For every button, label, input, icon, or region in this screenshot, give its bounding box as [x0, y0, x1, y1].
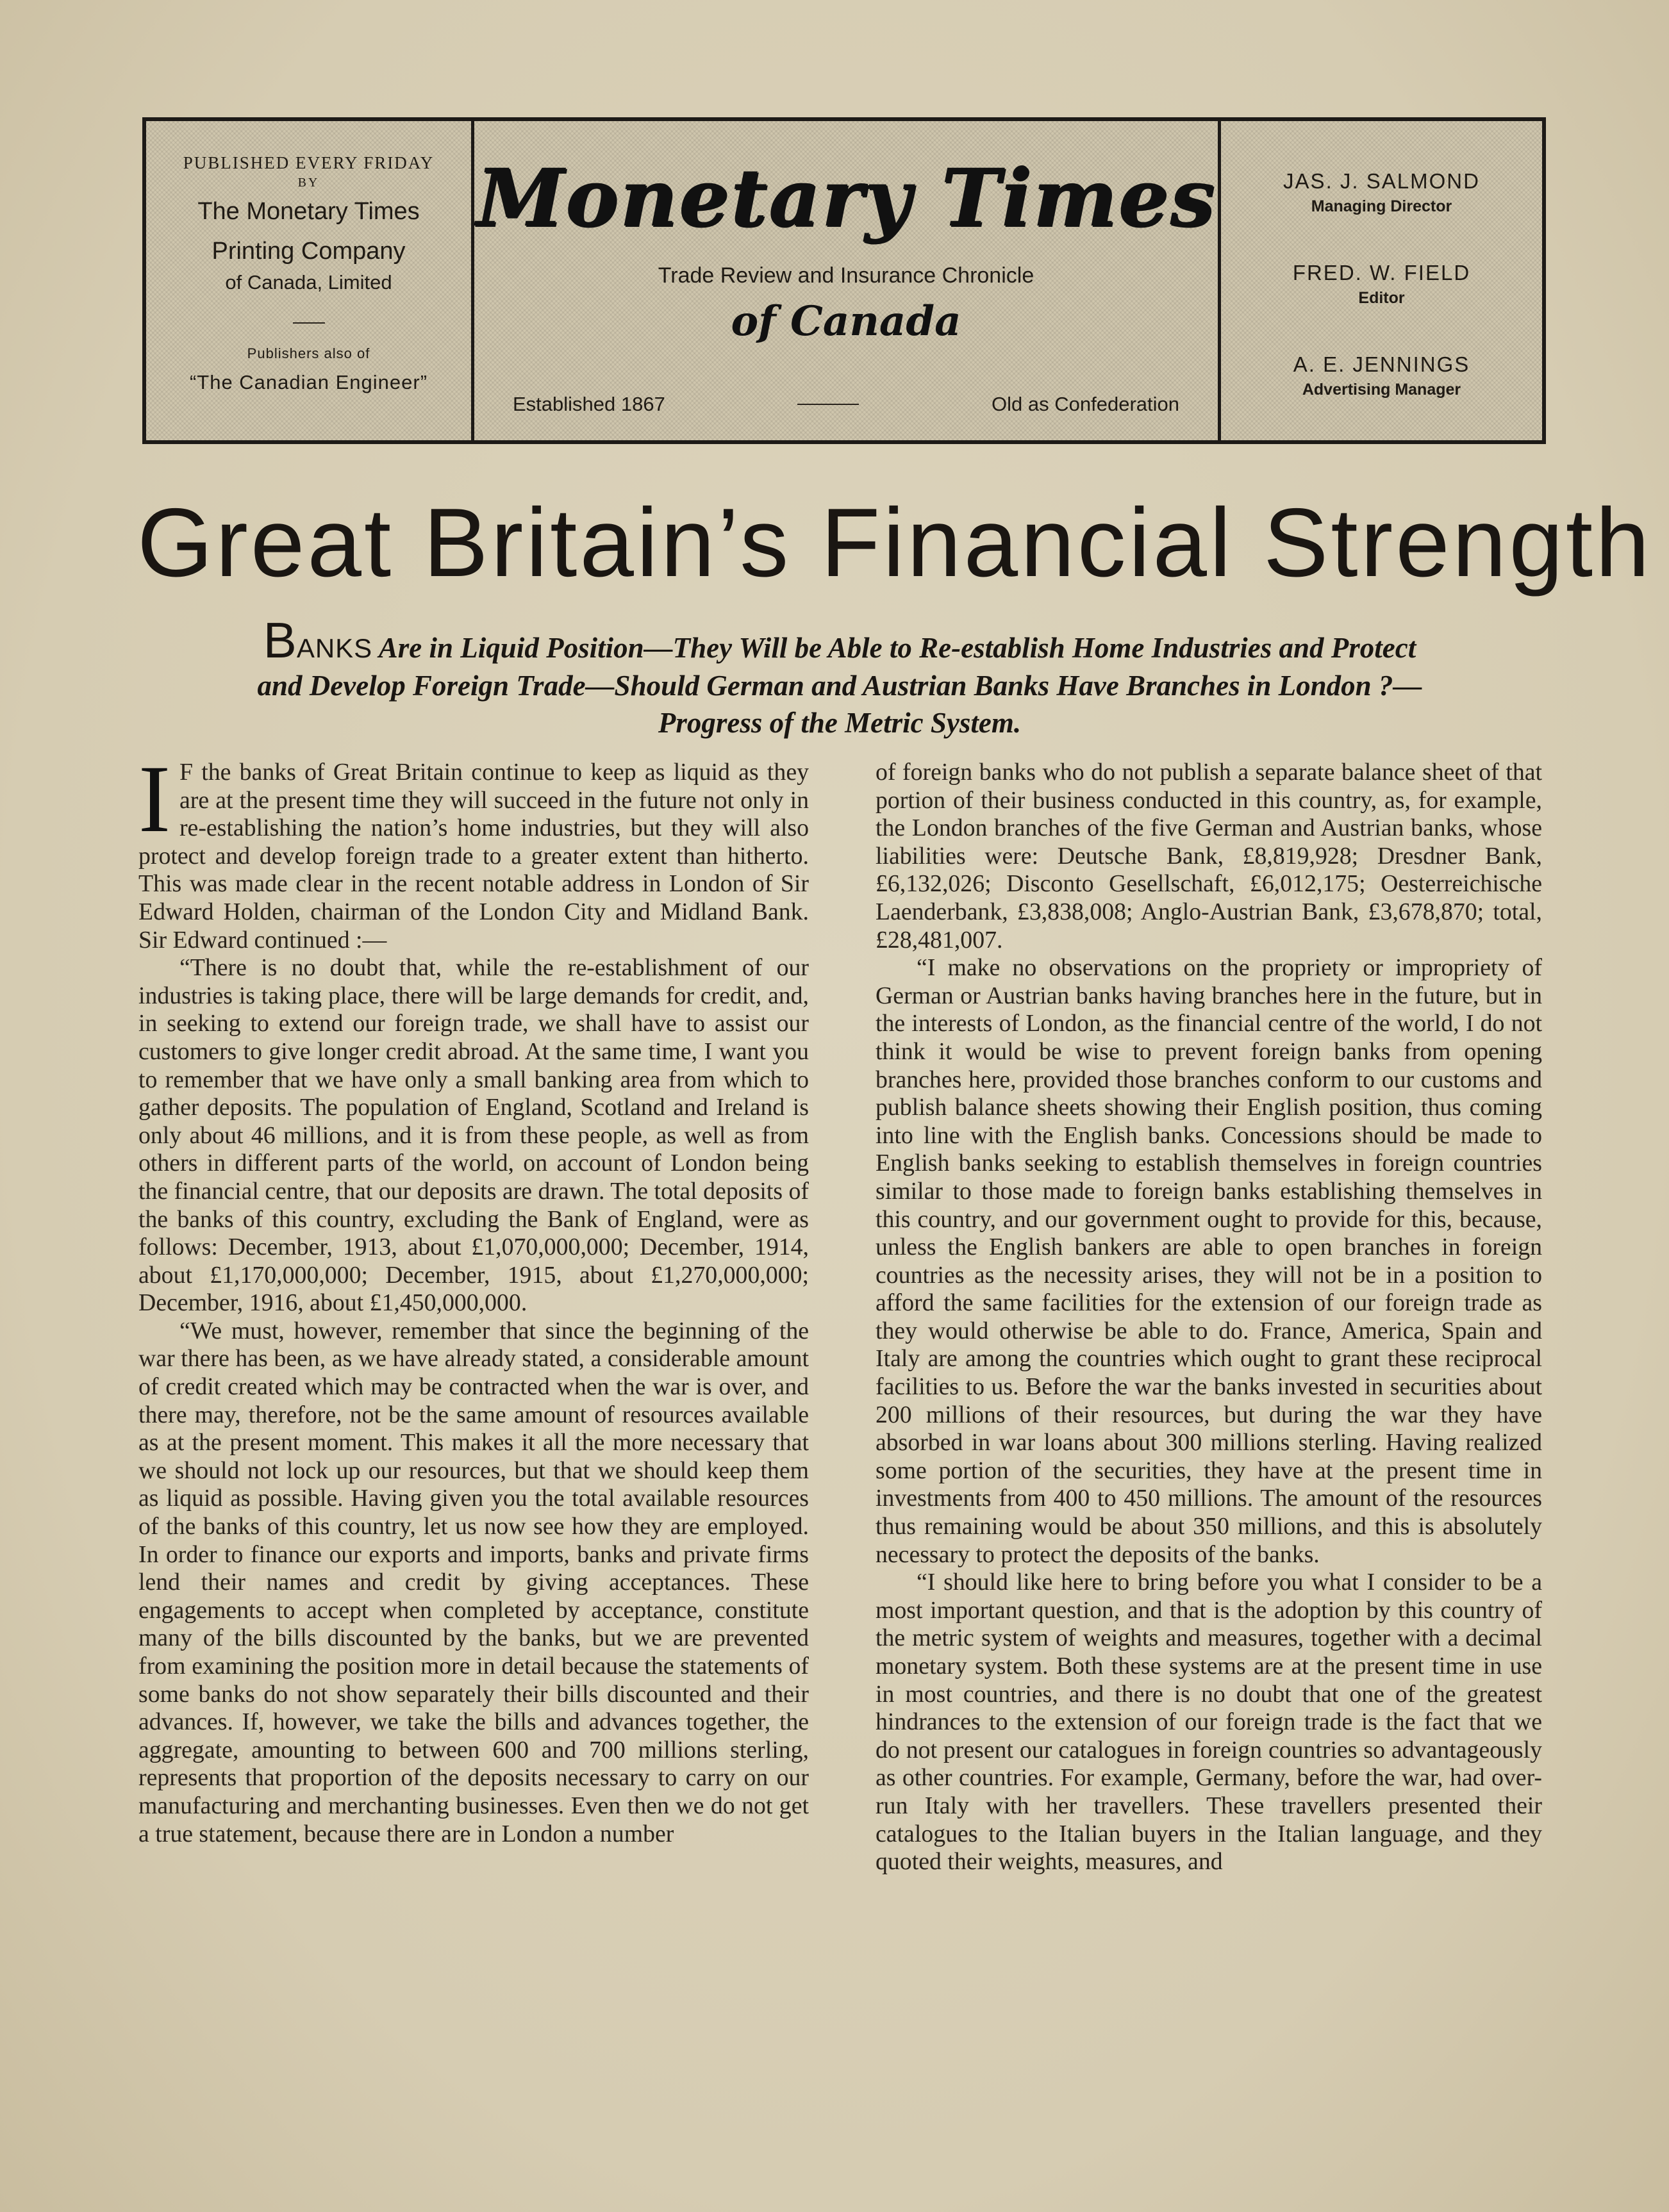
masthead-subtitle: Trade Review and Insurance Chronicle — [658, 263, 1034, 288]
paragraph: F the banks of Great Britain continue to keep as liquid as they are at the present time they will succeed in the future not only in re-establishing the nation’s home industries, but they will also protect and develop foreign trade to a greater extent than hitherto. This was made clear in the recent notable address in London of Sir Edward Holden, chairman of the London City and Midland Bank. Sir Edward continued :— — [138, 759, 809, 953]
staff-role: Managing Director — [1311, 197, 1452, 215]
staff-role: Editor — [1358, 289, 1405, 307]
staff-name: JAS. J. SALMOND — [1283, 169, 1480, 193]
masthead-title: Monetary Times — [476, 152, 1216, 245]
motto: Old as Confederation — [992, 393, 1179, 415]
staff-name: FRED. W. FIELD — [1292, 261, 1471, 285]
article-column-left — [138, 746, 809, 1848]
article-headline: Great Britain’s Financial Strength — [137, 488, 1652, 597]
title-block — [474, 121, 1221, 440]
publisher-company-line1: The Monetary Times — [197, 198, 420, 225]
publisher-company-line3: of Canada, Limited — [225, 271, 392, 293]
paragraph: of foreign banks who do not publish a separate balance sheet of that portion of their business conducted in this country, as, for example, the London branches of the five German and Austrian banks, whose liabilities were: Deutsche Bank, £8,819,928; Dresdner Bank, £6,132,026; Disconto Gesellschaft, £6,012,175; Oesterreichische Laenderbank, £3,838,008; Anglo-Austrian Bank, £3,678,870; total, £28,481,007. — [876, 759, 1542, 953]
paragraph: “We must, however, remember that since the beginning of the war there has been, as we have already stated, a considerable amount of credit created which may be contracted when the war is over, and there may, therefore, not be the same amount of resources available as at the present moment. This makes it all the more necessary that we should not lock up our resources, but that we should keep them as liquid as possible. Having given you the total available resources of the banks of this country, let us now see how they are employed. In order to finance our exports and imports, banks and private firms lend their names and credit by giving acceptances. These engagements to accept when completed by acceptance, constitute many of the bills discounted by the banks, but we are prevented from examining the position more in detail because the statements of some banks do not show separately their bills discounted and their advances. If, however, we take the bills and advances together, the aggregate, amounting to between 600 and 700 millions sterling, represents that proportion of the deposits necessary to carry on our manufacturing and merchanting businesses. Even then we do not get a true statement, because there are in London a number — [138, 1317, 809, 1847]
published-every-friday: PUBLISHED EVERY FRIDAY — [183, 153, 435, 172]
drop-cap: I — [138, 746, 170, 852]
established-year: Established 1867 — [513, 393, 665, 415]
staff-role: Advertising Manager — [1302, 381, 1461, 399]
paragraph: “I make no observations on the propriety or impropriety of German or Austrian banks having branches here in the future, but in the interests of London, as the financial centre of the world, I do not think it would be wise to prevent foreign banks from opening branches here, provided those branches conform to our customs and publish balance sheets showing their English position, thus coming into line with the English banks. Concessions should be made to English banks seeking to establish themselves in foreign countries similar to those made to foreign banks establishing themselves in this country, and our government ought to provide for this, because, unless the English bankers are able to open branches in foreign countries as the necessity arises, they will not be in a position to afford the same facilities for the extension of our foreign trade as they would otherwise be able to do. France, America, Spain and Italy are among the countries which ought to grant these reciprocal facilities to us. Before the war the banks invested in securities about 200 millions of their resources, but during the war they have absorbed in war loans about 300 millions sterling. Having realized some portion of the securities, they have at the present time in investments from 400 to 450 millions. The amount of the resources thus remaining would be about 350 millions, and this is absolutely necessary to protect the deposits of the banks. — [876, 954, 1542, 1568]
deck-text: Are in Liquid Position—They Will be Able to Re-establish Home Industries and Protect and Develop Foreign Trade—Should German and Austrian Banks Have Branches in London ?—Progress of the Metric System. — [257, 632, 1422, 739]
staff-name: A. E. JENNINGS — [1293, 352, 1470, 376]
publisher-by: BY — [297, 176, 320, 190]
article-column-right — [876, 759, 1542, 1876]
masthead-title-line2: of Canada — [731, 297, 961, 345]
staff-block — [1221, 121, 1542, 440]
publisher-company-line2: Printing Company — [212, 238, 406, 265]
deck-caps: ANKS — [296, 633, 373, 663]
publishers-also-of: Publishers also of — [247, 345, 370, 361]
article-deck — [256, 612, 1423, 741]
publisher-block — [146, 121, 474, 440]
footer-divider — [797, 404, 859, 405]
paragraph: “There is no doubt that, while the re-establishment of our industries is taking place, there will be large demands for credit, and, in seeking to extend our foreign trade, we shall have to assist our customers to give longer credit abroad. At the same time, I want you to remember that we have only a small banking area from which to gather deposits. The population of England, Scotland and Ireland is only about 46 millions, and it is from these people, as well as from others in different parts of the world, on account of London being the financial centre, that our deposits are drawn. The total deposits of the banks of this country, excluding the Bank of England, were as follows: December, 1913, about £1,070,000,000; December, 1914, about £1,170,000,000; December, 1915, about £1,270,000,000; December, 1916, about £1,450,000,000. — [138, 954, 809, 1317]
masthead — [142, 117, 1546, 444]
masthead-footer — [513, 393, 1179, 416]
paragraph: “I should like here to bring before you what I consider to be a most important question, and that is the adoption by this country of the metric system of weights and measures, together with a decimal monetary system. Both these systems are at the present time in use in most countries, and there is no doubt that one of the greatest hindrances to the extension of our foreign trade is the fact that we do not present our catalogues in foreign countries so advantageously as other countries. For example, Germany, before the war, had over-run Italy with her travellers. These travellers presented their catalogues to the Italian buyers in the Italian language, and they quoted their weights, measures, and — [876, 1569, 1542, 1876]
deck-initial: B — [263, 612, 297, 668]
publisher-divider — [293, 322, 325, 324]
canadian-engineer-title: “The Canadian Engineer” — [189, 371, 428, 393]
